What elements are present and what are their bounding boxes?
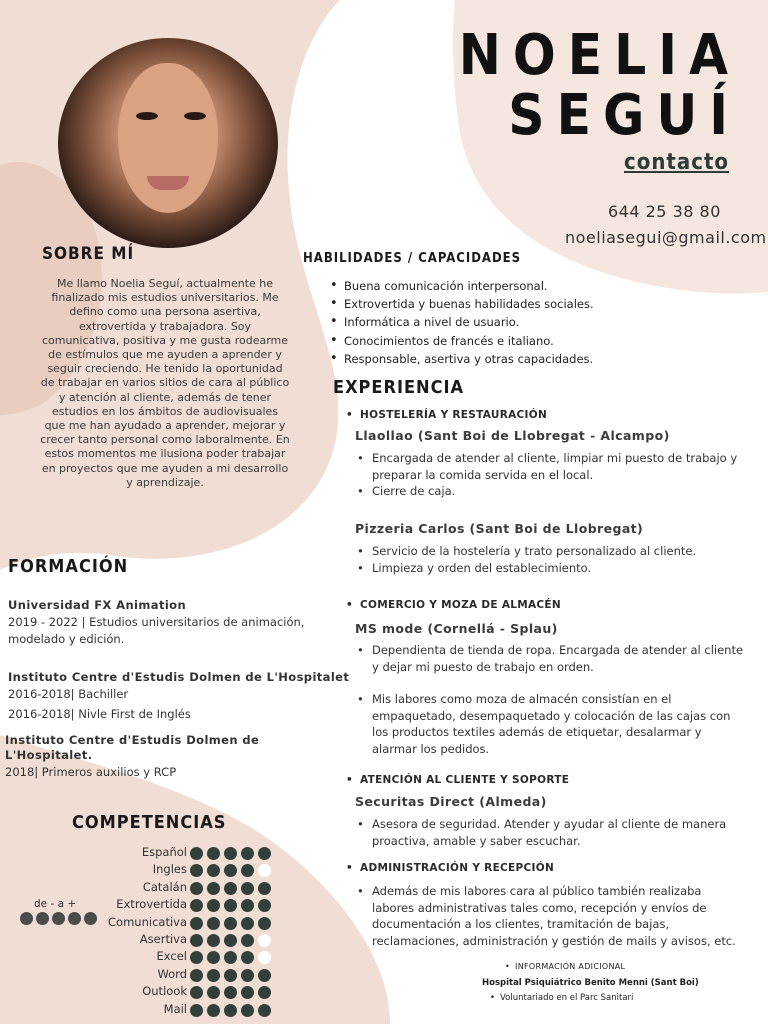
competency-label: Mail — [163, 1001, 187, 1016]
rating-dot-filled — [241, 917, 254, 930]
exp-place: MS mode (Cornellá - Splau) — [355, 621, 558, 636]
edu-line: modelado y edición. — [8, 632, 125, 646]
rating-dot-filled — [224, 986, 237, 999]
exp-item: • Además de mis labores cara al público también realizaba labores administrativas tales como, recepción y envíos de documentación a los clientes, tramitación de bajas, reclamaciones, administración y gestión de mails y avisos, etc. — [355, 883, 745, 949]
extra-place: Hospital Psiquiátrico Benito Menni (Sant Boi) — [482, 978, 699, 988]
competency-rating — [190, 847, 271, 860]
rating-dot-filled — [224, 899, 237, 912]
rating-dot-filled — [258, 917, 271, 930]
rating-dot-empty — [258, 934, 271, 947]
competency-label: Extrovertida — [116, 897, 187, 912]
exp-item: • Dependienta de tienda de ropa. Encargada de atender al cliente y dejar mi puesto de trabajo en orden. — [355, 642, 745, 675]
skill-item: • Responsable, asertiva y otras capacidades. — [330, 350, 750, 368]
competency-rating — [190, 864, 271, 877]
exp-item: • Servicio de la hostelería y trato personalizado al cliente. — [355, 543, 745, 560]
rating-dot-filled — [190, 864, 203, 877]
about-text: Me llamo Noelia Seguí, actualmente he finalizado mis estudios universitarios. Me defino como una persona asertiva, extrovertida y trabajadora. Soy comunicativa, positiva y me gusta rodearme de estímulos que me ayuden a aprender y seguir creciendo. He tenido la oportunidad de trabajar en varios sitios de cara al público y atención al cliente, además de tener estudios en los ámbitos de audiovisuales que me han ayudado a aprender, mejorar y crecer tanto personal como laboralmente. En estos momentos me ilusiona poder trabajar en proyectos que me ayuden a mi desarrollo y aprendizaje. — [40, 277, 290, 489]
name-first: NOELIA — [458, 23, 740, 88]
rating-dot-filled — [258, 882, 271, 895]
experience-title: EXPERIENCIA — [333, 377, 465, 398]
profile-photo — [58, 38, 278, 248]
competency-rating — [190, 986, 271, 999]
rating-dot-filled — [190, 1004, 203, 1017]
exp-item: • Mis labores como moza de almacén consistían en el empaquetado, desempaquetado y colocación de las cajas con los productos textiles además de etiquetar, desalarmar y alarmar los pedidos. — [355, 691, 745, 757]
edu-title: Instituto Centre d'Estudis Dolmen de — [5, 733, 260, 747]
competency-rating — [190, 969, 271, 982]
legend-dot — [52, 912, 65, 925]
rating-dot-filled — [224, 951, 237, 964]
rating-dot-filled — [241, 882, 254, 895]
competency-label: Español — [141, 845, 187, 859]
competency-rating — [190, 934, 271, 947]
competency-label: Outlook — [142, 984, 187, 999]
rating-dot-empty — [258, 951, 271, 964]
rating-dot-filled — [190, 986, 203, 999]
contact-title: contacto — [624, 150, 730, 175]
rating-dot-filled — [224, 864, 237, 877]
skill-item: • Conocimientos de francés e italiano. — [330, 332, 750, 350]
rating-dot-filled — [258, 969, 271, 982]
skills-list — [330, 277, 750, 368]
exp-place: Llaollao (Sant Boi de Llobregat - Alcampo) — [355, 428, 670, 443]
exp-place: Pizzeria Carlos (Sant Boi de Llobregat) — [355, 521, 644, 536]
rating-dot-filled — [241, 969, 254, 982]
legend-dot — [36, 912, 49, 925]
exp-category: • HOSTELERÍA Y RESTAURACIÓN — [346, 409, 547, 421]
exp-item: • Encargada de atender al cliente, limpiar mi puesto de trabajo y preparar la comida servida en el local. — [355, 450, 745, 483]
competency-rating — [190, 951, 271, 964]
exp-list — [355, 883, 745, 949]
exp-category: • COMERCIO Y MOZA DE ALMACÉN — [346, 599, 561, 611]
rating-dot-filled — [207, 917, 220, 930]
edu-title: Universidad FX Animation — [8, 598, 187, 612]
rating-dot-filled — [190, 899, 203, 912]
exp-place: Securitas Direct (Almeda) — [355, 794, 547, 809]
rating-dot-filled — [207, 934, 220, 947]
rating-dot-filled — [258, 1004, 271, 1017]
competencies-title: COMPETENCIAS — [72, 812, 227, 833]
competency-label: Catalán — [142, 879, 187, 894]
edu-line: 2018| Primeros auxilios y RCP — [5, 765, 177, 779]
skill-item: • Buena comunicación interpersonal. — [330, 277, 750, 295]
rating-dot-filled — [241, 899, 254, 912]
rating-dot-filled — [241, 847, 254, 860]
rating-dot-filled — [190, 917, 203, 930]
exp-item: • Cierre de caja. — [355, 483, 745, 500]
rating-dot-filled — [224, 917, 237, 930]
exp-item: • Limpieza y orden del establecimiento. — [355, 560, 745, 577]
legend-dot — [20, 912, 33, 925]
rating-dot-filled — [241, 1004, 254, 1017]
skill-item: • Informática a nivel de usuario. — [330, 313, 750, 331]
legend-dot — [68, 912, 81, 925]
rating-dot-filled — [207, 951, 220, 964]
rating-dot-filled — [224, 969, 237, 982]
competency-rating — [190, 917, 271, 930]
rating-dot-filled — [207, 899, 220, 912]
rating-dot-filled — [207, 882, 220, 895]
rating-dot-filled — [190, 934, 203, 947]
competency-label: Asertiva — [139, 932, 187, 946]
edu-title: Instituto Centre d'Estudis Dolmen de L'Hospitalet — [8, 670, 350, 684]
rating-dot-filled — [207, 864, 220, 877]
exp-item: • Asesora de seguridad. Atender y ayudar al cliente de manera proactiva, amable y saber escuchar. — [355, 816, 745, 849]
name-last: SEGUÍ — [508, 83, 740, 148]
rating-dot-filled — [241, 934, 254, 947]
rating-dot-filled — [241, 986, 254, 999]
edu-title: L'Hospitalet. — [5, 748, 93, 762]
exp-category: • ATENCIÓN AL CLIENTE Y SOPORTE — [346, 774, 569, 786]
rating-dot-filled — [224, 1004, 237, 1017]
extra-title: • INFORMACIÓN ADICIONAL — [505, 962, 625, 971]
contact-email: noeliasegui@gmail.com — [565, 228, 767, 247]
rating-dot-filled — [258, 986, 271, 999]
edu-line: 2016-2018| Nivle First de Inglés — [8, 707, 191, 721]
rating-dot-filled — [241, 864, 254, 877]
education-title: FORMACIÓN — [8, 556, 129, 577]
rating-dot-filled — [190, 951, 203, 964]
about-title: SOBRE MÍ — [42, 244, 135, 264]
contact-phone: 644 25 38 80 — [608, 202, 721, 221]
edu-line: 2019 - 2022 | Estudios universitarios de animación, — [8, 615, 305, 629]
exp-list — [355, 642, 745, 758]
competency-rating — [190, 1004, 271, 1017]
skills-title: HABILIDADES / CAPACIDADES — [303, 251, 522, 266]
exp-list — [355, 816, 745, 849]
competency-rating — [190, 882, 271, 895]
legend-dot — [84, 912, 97, 925]
extra-item: • Voluntariado en el Parc Sanitari — [490, 993, 633, 1003]
rating-dot-filled — [207, 969, 220, 982]
competency-legend-label: de - a + — [34, 898, 77, 910]
rating-dot-filled — [207, 986, 220, 999]
competency-label: Comunicativa — [108, 914, 187, 929]
rating-dot-filled — [207, 1004, 220, 1017]
rating-dot-filled — [258, 899, 271, 912]
competency-rating — [190, 899, 271, 912]
competency-label: Word — [157, 966, 187, 981]
skill-item: • Extrovertida y buenas habilidades sociales. — [330, 295, 750, 313]
competency-label: Excel — [156, 949, 187, 964]
rating-dot-filled — [190, 882, 203, 895]
exp-list — [355, 450, 745, 500]
rating-dot-filled — [224, 934, 237, 947]
exp-list — [355, 543, 745, 576]
rating-dot-filled — [224, 847, 237, 860]
rating-dot-filled — [207, 847, 220, 860]
competency-label: Ingles — [152, 862, 187, 877]
exp-category: • ADMINISTRACIÓN Y RECEPCIÓN — [346, 862, 554, 874]
rating-dot-empty — [258, 864, 271, 877]
rating-dot-filled — [258, 847, 271, 860]
rating-dot-filled — [190, 847, 203, 860]
rating-dot-filled — [190, 969, 203, 982]
competency-legend-dots — [20, 912, 97, 925]
rating-dot-filled — [241, 951, 254, 964]
rating-dot-filled — [224, 882, 237, 895]
edu-line: 2016-2018| Bachiller — [8, 687, 129, 701]
